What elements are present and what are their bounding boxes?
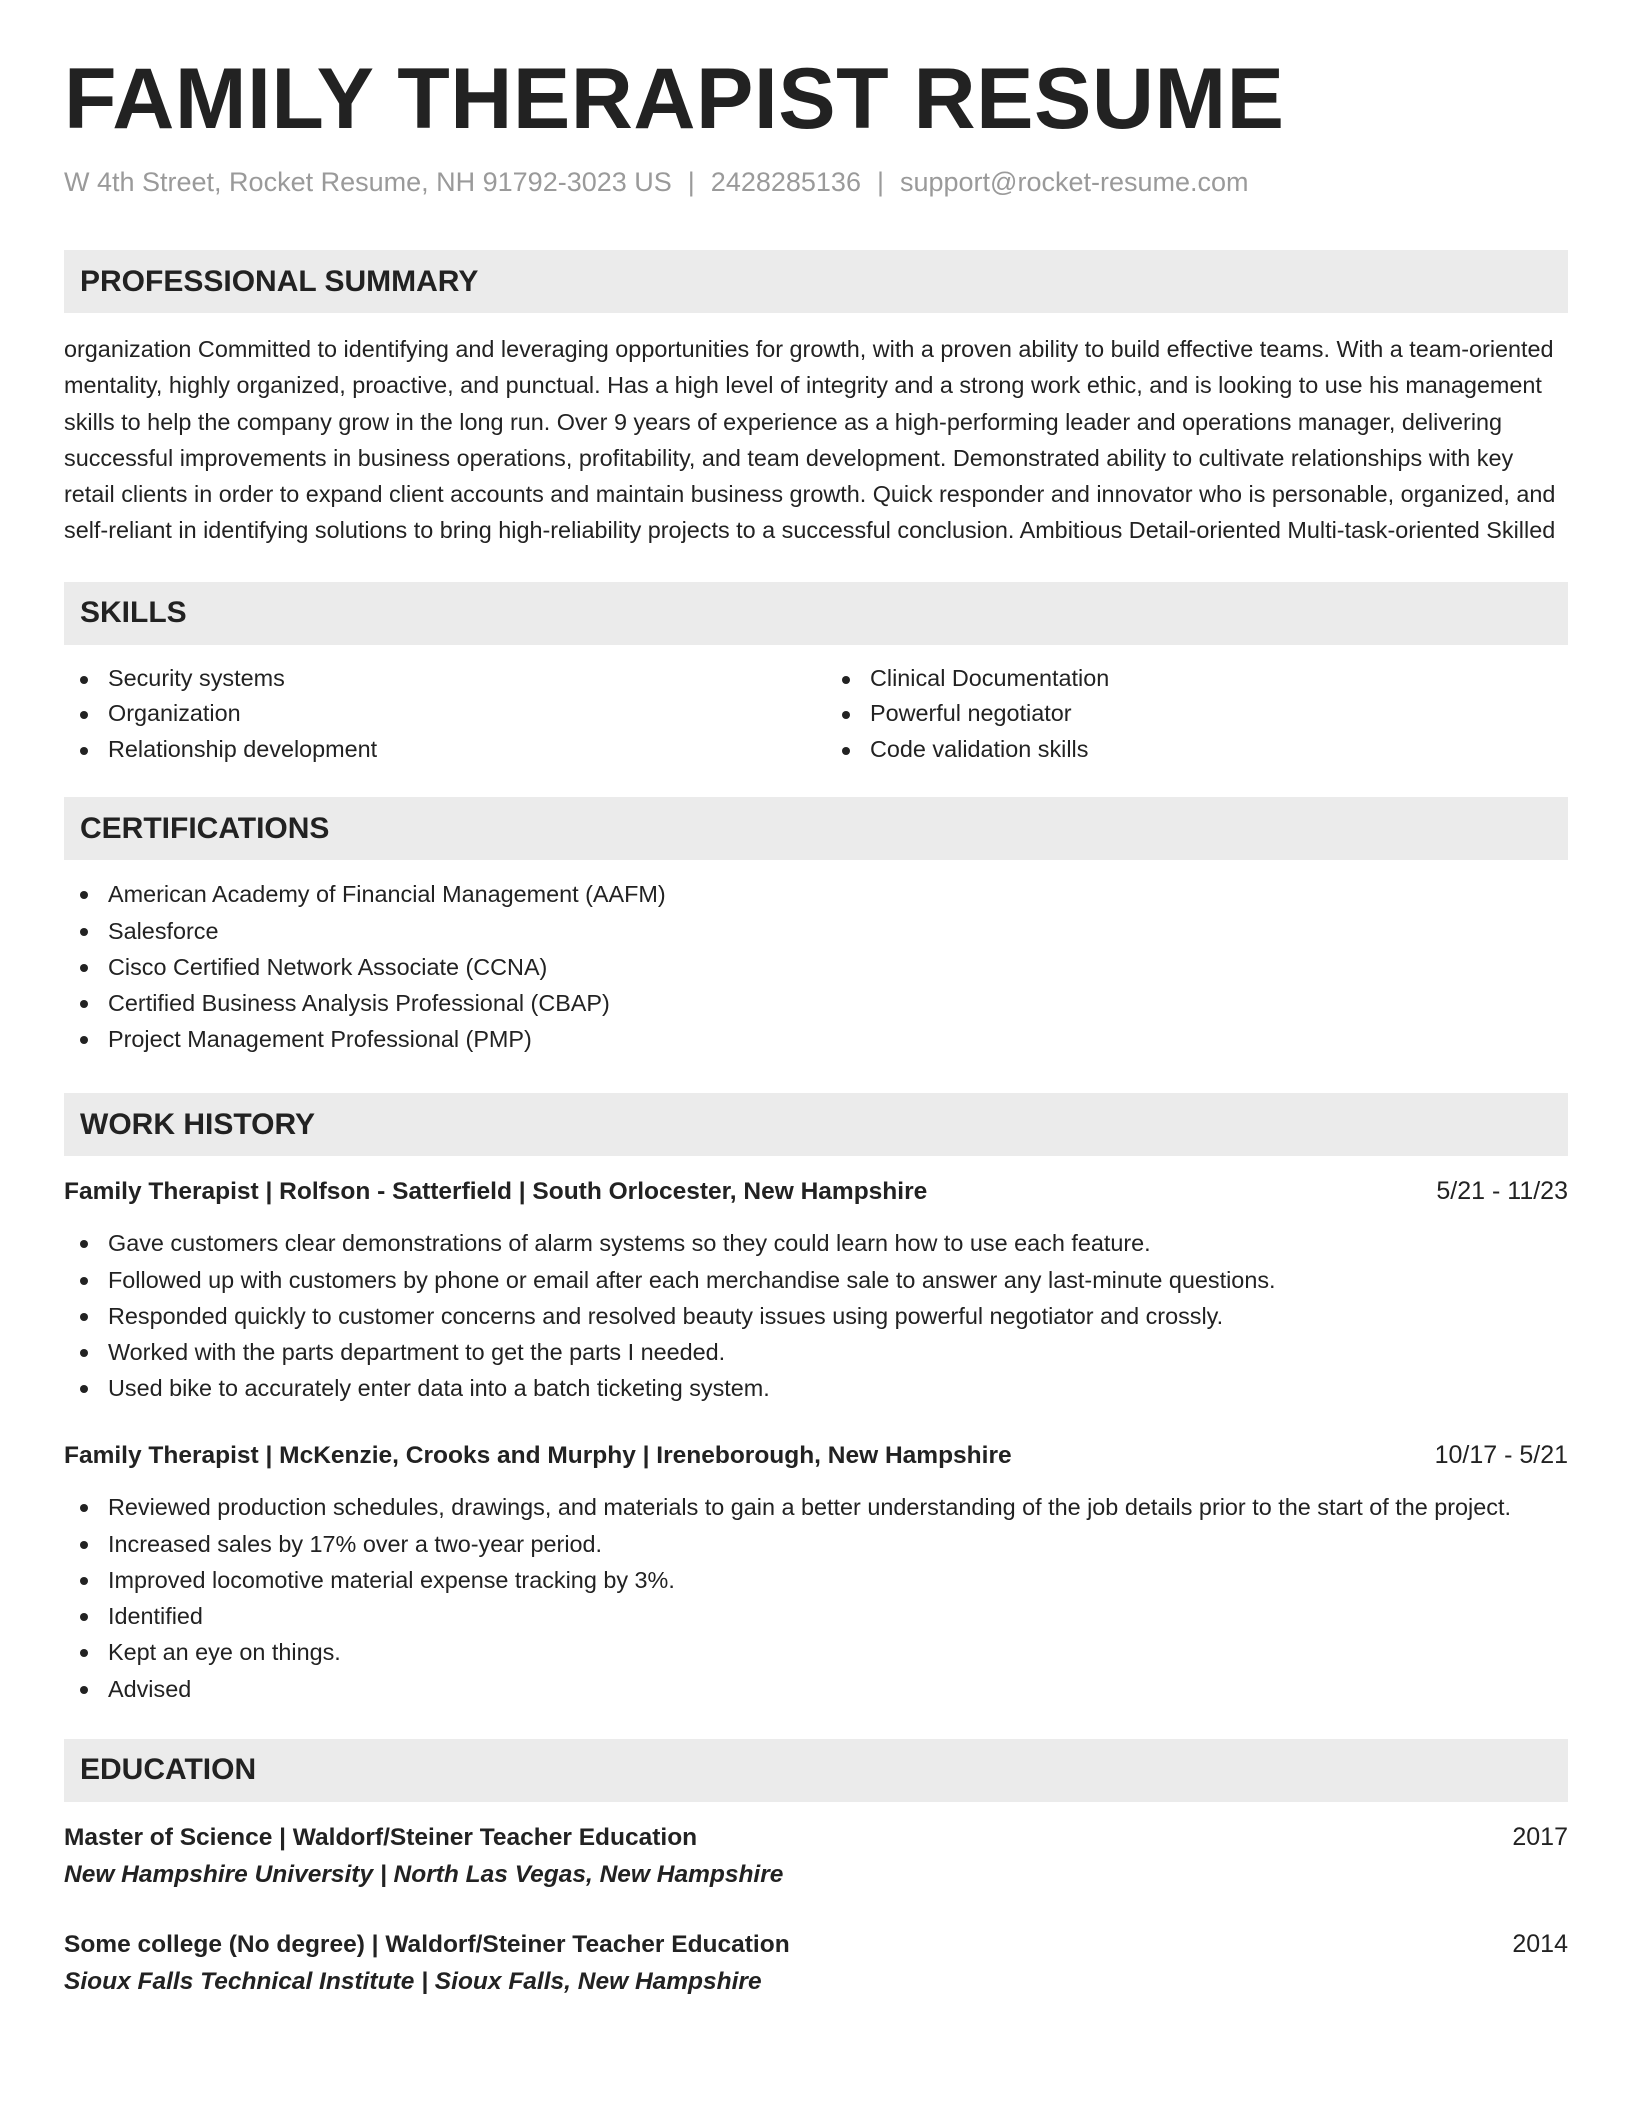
job-title: Family Therapist | Rolfson - Satterfield | South Orlocester, New Hampshire	[64, 1178, 928, 1206]
job-bullet: Increased sales by 17% over a two-year period.	[64, 1526, 1568, 1562]
summary-text: organization Committed to identifying and leveraging opportunities for growth, with a proven ability to build effective teams. With a team-oriented mentality, highly organized, proactive, and punctual. Has a high level of integrity and a strong work ethic, and is looking to use his management skills to help the company grow in the long run. Over 9 years of experience as a high-performing leader and operations manager, delivering successful improvements in business operations, profitability, and team development. Demonstrated ability to cultivate relationships with key retail clients in order to expand client accounts and maintain business growth. Quick responder and innovator who is personable, organized, and self-reliant in identifying solutions to bring high-reliability projects to a successful conclusion. Ambitious Detail-oriented Multi-task-oriented Skilled	[64, 336, 1556, 543]
skill-item: Relationship development	[64, 732, 806, 768]
education-header	[64, 1820, 1568, 1855]
education-school: Sioux Falls Technical Institute | Sioux Falls, New Hampshire	[64, 1967, 762, 1995]
resume-page	[64, 0, 1568, 2000]
skill-item: Organization	[64, 696, 806, 732]
skill-item: Clinical Documentation	[826, 661, 1568, 697]
job-header	[64, 1438, 1568, 1473]
job-bullet: Used bike to accurately enter data into a batch ticketing system.	[64, 1370, 1568, 1406]
certification-item: Cisco Certified Network Associate (CCNA)	[64, 949, 1568, 985]
certification-item: Certified Business Analysis Professional (CBAP)	[64, 985, 1568, 1021]
skills-list-right	[826, 661, 1568, 768]
education-year: 2017	[1512, 1822, 1568, 1851]
certification-item: American Academy of Financial Management (AAFM)	[64, 876, 1568, 912]
job-bullet: Gave customers clear demonstrations of alarm systems so they could learn how to use each feature.	[64, 1225, 1568, 1261]
job-bullet: Improved locomotive material expense tracking by 3%.	[64, 1562, 1568, 1598]
education-heading: EDUCATION	[64, 1739, 1568, 1802]
education-header	[64, 1927, 1568, 1962]
certification-item: Salesforce	[64, 913, 1568, 949]
job-bullet: Worked with the parts department to get the parts I needed.	[64, 1334, 1568, 1370]
job-bullets	[64, 1225, 1568, 1406]
certifications-list	[64, 876, 1568, 1057]
job-title: Family Therapist | McKenzie, Crooks and Murphy | Ireneborough, New Hampshire	[64, 1442, 1012, 1470]
education-year: 2014	[1512, 1929, 1568, 1958]
certifications-heading: CERTIFICATIONS	[64, 797, 1568, 860]
job-header	[64, 1174, 1568, 1209]
skill-item: Security systems	[64, 661, 806, 697]
job-bullet: Followed up with customers by phone or email after each merchandise sale to answer any last-minute questions.	[64, 1262, 1568, 1298]
job-bullet: Reviewed production schedules, drawings, and materials to gain a better understanding of the job details prior to the start of the project.	[64, 1489, 1568, 1525]
resume-title: FAMILY THERAPIST RESUME	[64, 51, 1285, 147]
certification-item: Project Management Professional (PMP)	[64, 1021, 1568, 1057]
job-dates: 5/21 - 11/23	[1436, 1177, 1568, 1206]
job-dates: 10/17 - 5/21	[1434, 1441, 1568, 1470]
contact-line	[64, 166, 1568, 198]
education-degree: Some college (No degree) | Waldorf/Steiner Teacher Education	[64, 1930, 790, 1958]
contact-separator: |	[876, 167, 884, 197]
skills-grid	[64, 661, 1568, 768]
work-history-heading: WORK HISTORY	[64, 1093, 1568, 1156]
skills-list-left	[64, 661, 806, 768]
job-bullet: Advised	[64, 1671, 1568, 1707]
contact-email: support@rocket-resume.com	[899, 167, 1249, 197]
education-degree: Master of Science | Waldorf/Steiner Teacher Education	[64, 1823, 698, 1851]
contact-address: W 4th Street, Rocket Resume, NH 91792-3023 US	[64, 167, 672, 197]
skill-item: Powerful negotiator	[826, 696, 1568, 732]
job-bullet: Responded quickly to customer concerns and resolved beauty issues using powerful negotiator and crossly.	[64, 1298, 1568, 1334]
contact-separator: |	[687, 167, 695, 197]
education-school: New Hampshire University | North Las Vegas, New Hampshire	[64, 1860, 784, 1888]
skill-item: Code validation skills	[826, 732, 1568, 768]
job-bullet: Identified	[64, 1598, 1568, 1634]
job-bullets	[64, 1489, 1568, 1706]
summary-heading: PROFESSIONAL SUMMARY	[64, 250, 1568, 313]
contact-phone: 2428285136	[710, 167, 861, 197]
job-bullet: Kept an eye on things.	[64, 1634, 1568, 1670]
skills-heading: SKILLS	[64, 582, 1568, 645]
